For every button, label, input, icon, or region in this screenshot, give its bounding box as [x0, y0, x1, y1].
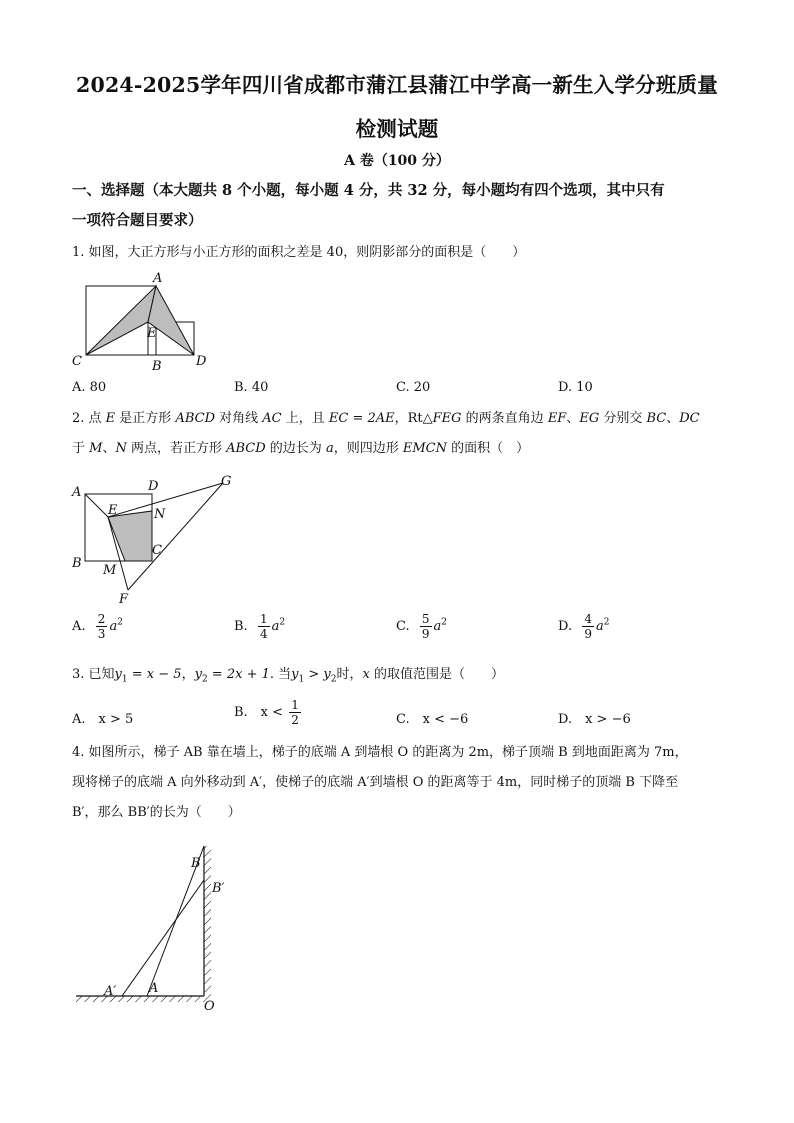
question-4-line1: 4. 如图所示，梯子 AB 靠在墙上，梯子的底端 A 到墙根 O 的距离为 2m，梯子顶端 B 到地面距离为 7m，: [72, 745, 688, 760]
label-e: E: [147, 326, 157, 341]
q3-option-a[interactable]: A. x > 5: [72, 712, 134, 727]
question-2-line1: 2. 点 E 是正方形 ABCD 对角线 AC 上，且 EC = 2AE，Rt△FEG 的两条直角边 EF、EG 分别交 BC、DC: [72, 411, 700, 426]
ground-hatching: [76, 996, 204, 1002]
page-title: 2024-2025学年四川省成都市蒲江县蒲江中学高一新生入学分班质量: [76, 73, 718, 97]
q3-option-b[interactable]: B. x < $\frac{1}{2}$: [234, 698, 299, 727]
label-a: A: [153, 271, 163, 286]
question-4-line2: 现将梯子的底端 A 向外移动到 A′，使梯子的底端 A′到墙根 O 的距离等于 4m，同时梯子的顶端 B 下降至: [72, 775, 679, 790]
question-2-figure: [68, 470, 243, 610]
label-b: B: [152, 359, 162, 374]
label-d: D: [196, 354, 207, 369]
q1-option-c[interactable]: C. 20: [396, 380, 431, 395]
label-n: N: [154, 507, 166, 522]
label-a: A: [72, 485, 82, 500]
leg-eg: [108, 483, 223, 517]
label-d: D: [148, 479, 159, 494]
label-b: B: [191, 856, 201, 871]
page-title-line2: 检测试题: [355, 117, 439, 141]
paper-part-subtitle: A 卷（100 分）: [344, 153, 450, 169]
q1-option-a[interactable]: A. 80: [72, 380, 107, 395]
question-1-figure: [68, 268, 218, 374]
label-e: E: [108, 503, 118, 518]
label-a-prime: A′: [104, 984, 117, 999]
q1-option-b[interactable]: B. 40: [234, 380, 269, 395]
question-1-text: 1. 如图，大正方形与小正方形的面积之差是 40，则阴影部分的面积是（ ）: [72, 245, 526, 260]
label-b: B: [72, 556, 82, 571]
shaded-triangle-left: [86, 286, 156, 355]
label-c: C: [152, 543, 162, 558]
question-4-line3: B′，那么 BB′的长为（ ）: [72, 805, 241, 820]
q2-option-b[interactable]: B. $\frac{1}{4}$ $a^2$: [234, 612, 286, 641]
section-heading-line2: 一项符合题目要求）: [72, 212, 203, 229]
q2-option-a[interactable]: A. $\frac{2}{3}$ $a^2$: [72, 612, 123, 641]
label-g: G: [221, 474, 232, 489]
quadrilateral-emcn: [108, 511, 152, 561]
label-b-prime: B′: [212, 881, 225, 896]
section-heading: [72, 176, 732, 236]
ladder-a-prime-b-prime: [122, 880, 204, 996]
question-4-figure: [68, 840, 238, 1015]
label-a: A: [149, 981, 159, 996]
section-heading-line1: 一、选择题（本大题共 8 个小题，每小题 4 分，共 32 分，每小题均有四个选项，其中只有: [72, 182, 665, 199]
question-2-line2: 于 M、N 两点，若正方形 ABCD 的边长为 a，则四边形 EMCN 的面积（ ）: [72, 441, 530, 456]
label-m: M: [103, 563, 117, 578]
label-f: F: [119, 592, 129, 607]
q3-option-d[interactable]: D. x > −6: [558, 712, 631, 727]
q3-option-c[interactable]: C. x < −6: [396, 712, 469, 727]
shaded-triangle-right: [148, 286, 194, 355]
question-3-text: 3. 已知$y_1 = x - 5$，$y_2 = 2x + 1$. 当$y_1 > y_2$时，x 的取值范围是（ ）: [72, 667, 504, 685]
question-4-text: [72, 738, 724, 828]
wall-hatching: [204, 846, 211, 1002]
question-2-text: [72, 404, 724, 464]
label-o: O: [204, 999, 215, 1014]
q2-option-d[interactable]: D. $\frac{4}{9}$ $a^2$: [558, 612, 610, 641]
label-c: C: [72, 354, 82, 369]
q1-option-d[interactable]: D. 10: [558, 380, 593, 395]
q2-option-c[interactable]: C. $\frac{5}{9}$ $a^2$: [396, 612, 448, 641]
